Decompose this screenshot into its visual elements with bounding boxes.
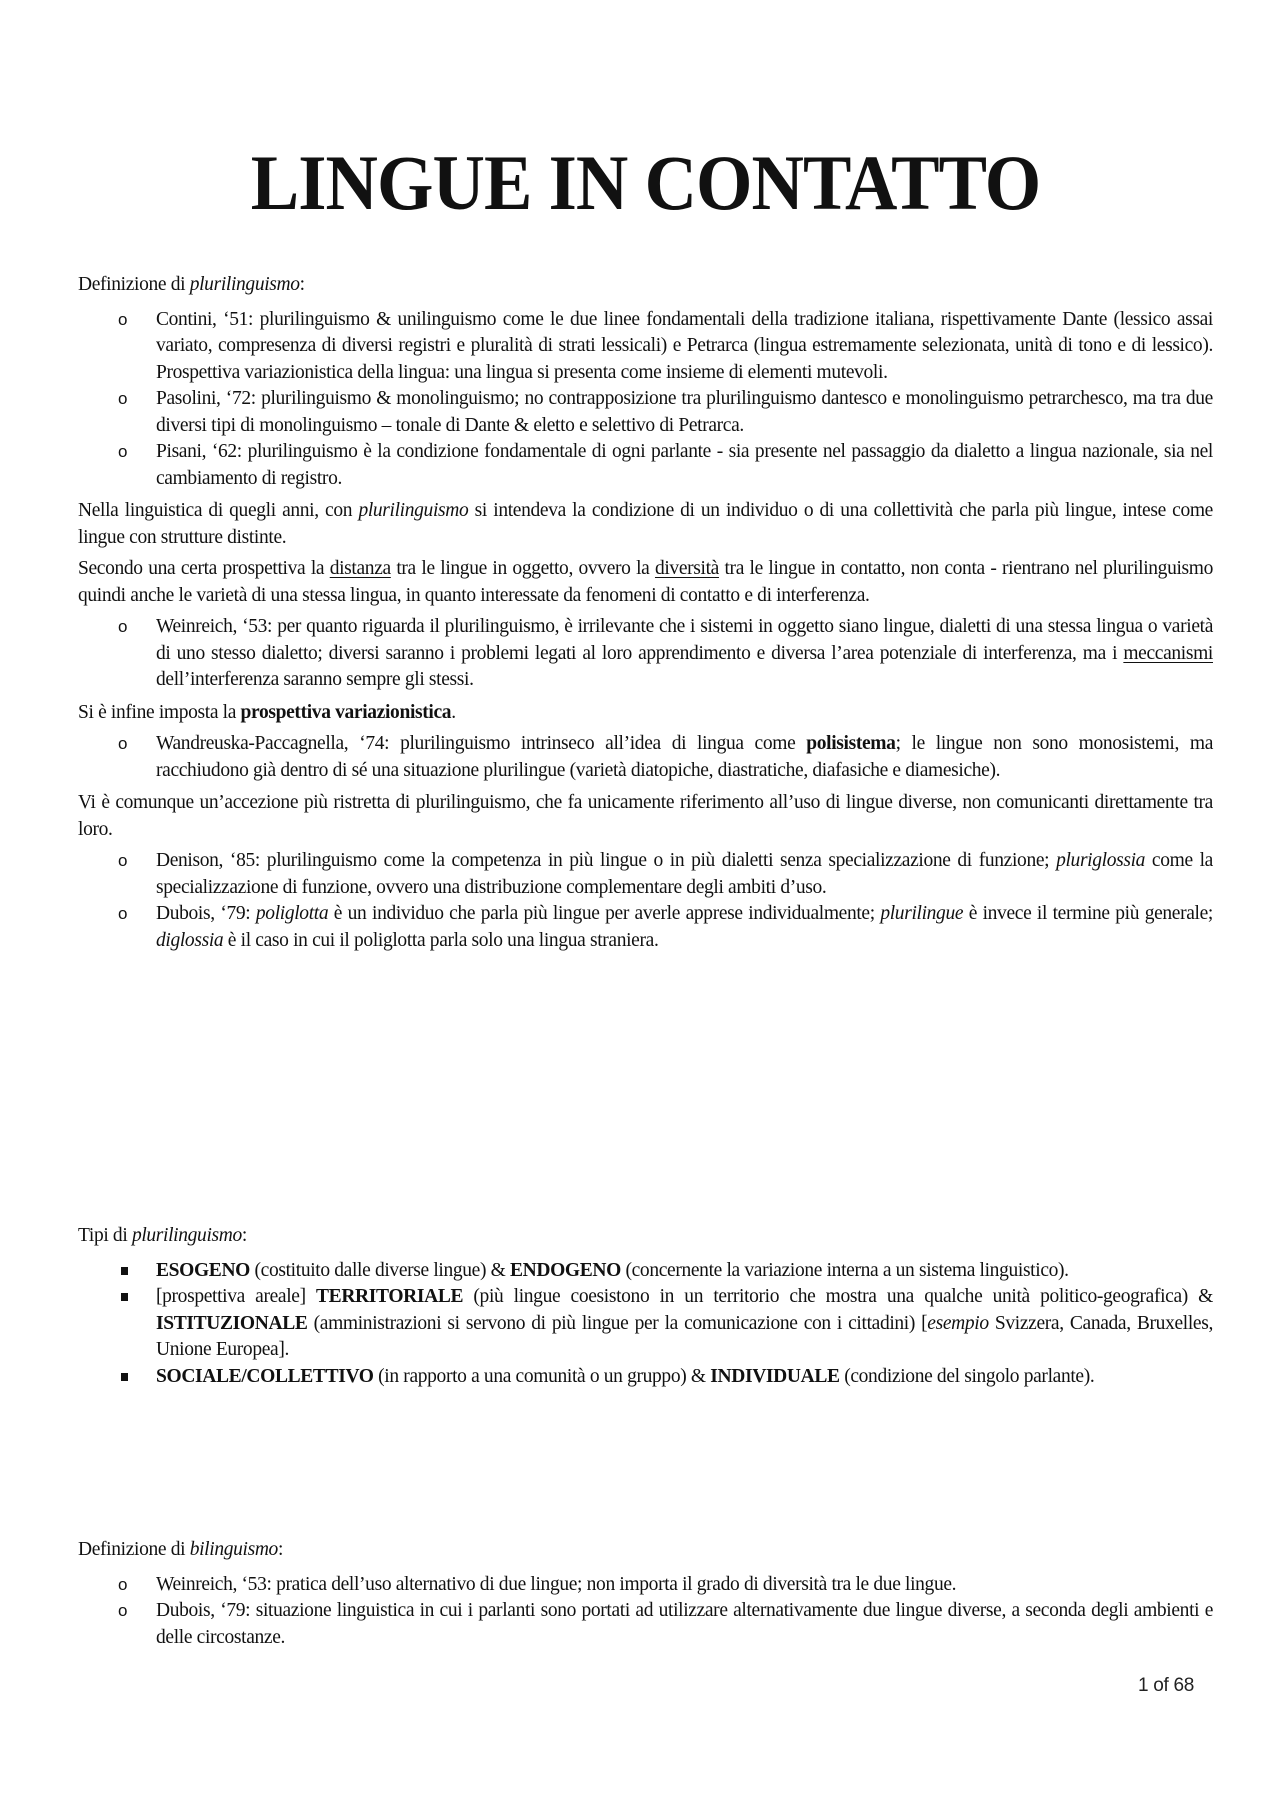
section-heading [78, 272, 1213, 299]
text-run: Denison, ‘85: plurilinguismo come la competenza in più lingue o in più dialetti senza specializzazione di funzione; [156, 850, 1057, 871]
underlined-term: diversità [654, 558, 719, 579]
paragraph-linguistica [78, 498, 1213, 551]
list-item-text: Contini, ‘51: plurilinguismo & unilinguismo come le due linee fondamentali della tradizione italiana, rispettivamente Dante (lessico assai variato, compresenza di diversi registri e pluralità di strati lessicali) e Petrarca (lingua estremamente selezionata, unità di tono e di lessico). Prospettiva variazionistica della lingua: una lingua si presenta come insieme di elementi mutevoli. [156, 308, 1213, 383]
denison-dubois-list [78, 848, 1213, 954]
text-run: Svizzera, Canada, Bruxelles, Unione Europea]. [156, 1312, 1213, 1360]
circle-bullet-icon: o [118, 851, 128, 870]
circle-bullet-icon: o [118, 389, 128, 408]
circle-bullet-icon: o [118, 734, 128, 753]
list-item-dubois-bilinguismo [78, 1598, 1213, 1651]
text-run: si intendeva la condizione di un individuo o di una collettività che parla più lingue, intese come lingue con strutture distinte. [78, 500, 1213, 548]
paragraph-prospettiva [78, 700, 1213, 727]
document-title: LINGUE IN CONTATTO [250, 139, 1041, 226]
bold-term: prospettiva variazionistica [240, 701, 452, 723]
text-run: (amministrazioni si servono di più lingue per la comunicazione con i cittadini) [ [307, 1312, 928, 1334]
underlined-term: meccanismi [1123, 642, 1213, 664]
square-bullet-icon [121, 1293, 128, 1301]
circle-bullet-icon: o [118, 1601, 128, 1620]
text-run: Dubois, ‘79: [156, 903, 256, 924]
bold-term: INDIVIDUALE [710, 1365, 840, 1387]
heading-suffix: : [299, 274, 305, 295]
text-run: Weinreich, ‘53: per quanto riguarda il plurilinguismo, è irrilevante che i sistemi in oggetto siano lingue, dialetti di una stessa lingua o varietà di uno stesso dialetto; diversi saranno i problemi legati al loro apprendimento e diversa l’area potenziale di interferenza, ma i [156, 616, 1213, 664]
heading-suffix: : [241, 1225, 247, 1246]
text-run: è il caso in cui il poliglotta parla solo una lingua straniera. [223, 929, 659, 951]
paragraph-accezione [78, 790, 1213, 843]
list-item-text: Pasolini, ‘72: plurilinguismo & monolinguismo; no contrapposizione tra plurilinguismo dantesco e monolinguismo petrarchesco, ma tra due diversi tipi di monolinguismo – tonale di Dante & eletto e selettivo di Petrarca. [156, 388, 1213, 436]
text-run: tra le lingue in oggetto, ovvero la [390, 558, 655, 579]
section-tipi-plurilinguismo [78, 1223, 1213, 1396]
list-item-text: Pisani, ‘62: plurilinguismo è la condizione fondamentale di ogni parlante - sia presente nel passaggio da dialetto a lingua nazionale, sia nel cambiamento di registro. [156, 441, 1213, 489]
text-run: Nella linguistica di quegli anni, con [78, 500, 359, 521]
italic-term: esempio [927, 1312, 989, 1334]
list-item-text: Dubois, ‘79: situazione linguistica in cui i parlanti sono portati ad utilizzare alternativamente due lingue diverse, a seconda degli ambienti e delle circostanze. [156, 1600, 1213, 1648]
list-item-sociale-individuale [78, 1364, 1213, 1391]
text-run: (condizione del singolo parlante). [839, 1365, 1095, 1387]
list-item-pasolini [78, 386, 1213, 439]
list-item-territoriale-istituzionale [78, 1284, 1213, 1364]
paragraph-distanza [78, 556, 1213, 609]
text-run: è un individuo che parla più lingue per averle apprese individualmente; [328, 903, 881, 924]
list-item-wandreuska [78, 731, 1213, 784]
list-item-weinreich-bilinguismo [78, 1572, 1213, 1599]
bold-term: TERRITORIALE [316, 1286, 464, 1307]
text-run: dell’interferenza saranno sempre gli stessi. [156, 669, 474, 690]
bilinguismo-list [78, 1572, 1213, 1652]
list-item-pisani [78, 439, 1213, 492]
heading-term: bilinguismo [189, 1539, 278, 1560]
circle-bullet-icon: o [118, 617, 128, 636]
list-item-dubois [78, 901, 1213, 954]
weinreich-list [78, 614, 1213, 694]
text-run: ; le lingue non sono monosistemi, ma racchiudono già dentro di sé una situazione plurilingue (varietà diatopiche, diastratiche, diafasiche e diamesiche). [156, 733, 1213, 781]
text-run: (più lingue coesistono in un territorio che mostra una qualche unità politico-geografica) & [463, 1286, 1213, 1307]
list-item-weinreich [78, 614, 1213, 694]
section-heading [78, 1223, 1213, 1250]
text-run: [prospettiva areale] [156, 1286, 316, 1307]
bold-term: ENDOGENO [509, 1259, 621, 1281]
text-run: Wandreuska-Paccagnella, ‘74: plurilinguismo intrinseco all’idea di lingua come [156, 733, 807, 754]
text-run: (concernente la variazione interna a un sistema linguistico). [620, 1259, 1069, 1281]
italic-term: plurilingue [880, 903, 964, 924]
text-run: (in rapporto a una comunità o un gruppo) & [373, 1365, 711, 1387]
italic-term: diglossia [156, 929, 224, 951]
heading-prefix: Definizione di [78, 274, 190, 295]
list-item-text: Weinreich, ‘53: pratica dell’uso alternativo di due lingue; non importa il grado di diversità tra le due lingue. [156, 1573, 957, 1595]
heading-term: plurilinguismo [189, 274, 300, 295]
italic-term: pluriglossia [1056, 850, 1146, 871]
circle-bullet-icon: o [118, 904, 128, 923]
italic-term: plurilinguismo [358, 500, 469, 521]
bold-term: ESOGENO [156, 1259, 250, 1281]
section-bilinguismo-definition [78, 1537, 1213, 1657]
text-run: Vi è comunque un’accezione più ristretta di plurilinguismo, che fa unicamente riferimento all’uso di lingue diverse, non comunicanti direttamente tra loro. [78, 792, 1213, 840]
text-run: è invece il termine più generale; [963, 903, 1213, 924]
italic-term: poliglotta [255, 903, 329, 924]
square-bullet-icon [121, 1373, 128, 1381]
text-run: tra le lingue in contatto, non conta - rientrano nel plurilinguismo quindi anche le varietà di una stessa lingua, in quanto interessate da fenomeni di contatto e di interferenza. [78, 558, 1214, 606]
list-item-esogeno-endogeno [78, 1258, 1213, 1285]
heading-term: plurilinguismo [131, 1225, 242, 1246]
page-indicator: 1 of 68 [1138, 1675, 1195, 1696]
wandreuska-list [78, 731, 1213, 784]
square-bullet-icon [121, 1267, 128, 1275]
definition-list [78, 307, 1213, 493]
bold-term: polisistema [806, 733, 896, 754]
text-run: come la specializzazione di funzione, ovvero una distribuzione complementare degli ambiti d’uso. [156, 850, 1213, 898]
section-heading [78, 1537, 1213, 1564]
text-run: Si è infine imposta la [78, 701, 241, 723]
types-list [78, 1258, 1213, 1391]
circle-bullet-icon: o [118, 442, 128, 461]
text-run: (costituito dalle diverse lingue) & [250, 1259, 510, 1281]
underlined-term: distanza [329, 558, 391, 579]
text-run: Secondo una certa prospettiva la [78, 558, 330, 579]
list-item-contini [78, 307, 1213, 387]
heading-suffix: : [277, 1539, 284, 1560]
circle-bullet-icon: o [118, 1574, 128, 1594]
bold-term: ISTITUZIONALE [156, 1312, 308, 1334]
bold-term: SOCIALE/COLLETTIVO [156, 1365, 374, 1387]
heading-prefix: Definizione di [78, 1539, 190, 1560]
circle-bullet-icon: o [118, 309, 128, 329]
heading-prefix: Tipi di [78, 1225, 132, 1246]
list-item-denison [78, 848, 1213, 901]
text-run: . [451, 701, 456, 723]
section-plurilinguismo-definition [78, 272, 1213, 960]
